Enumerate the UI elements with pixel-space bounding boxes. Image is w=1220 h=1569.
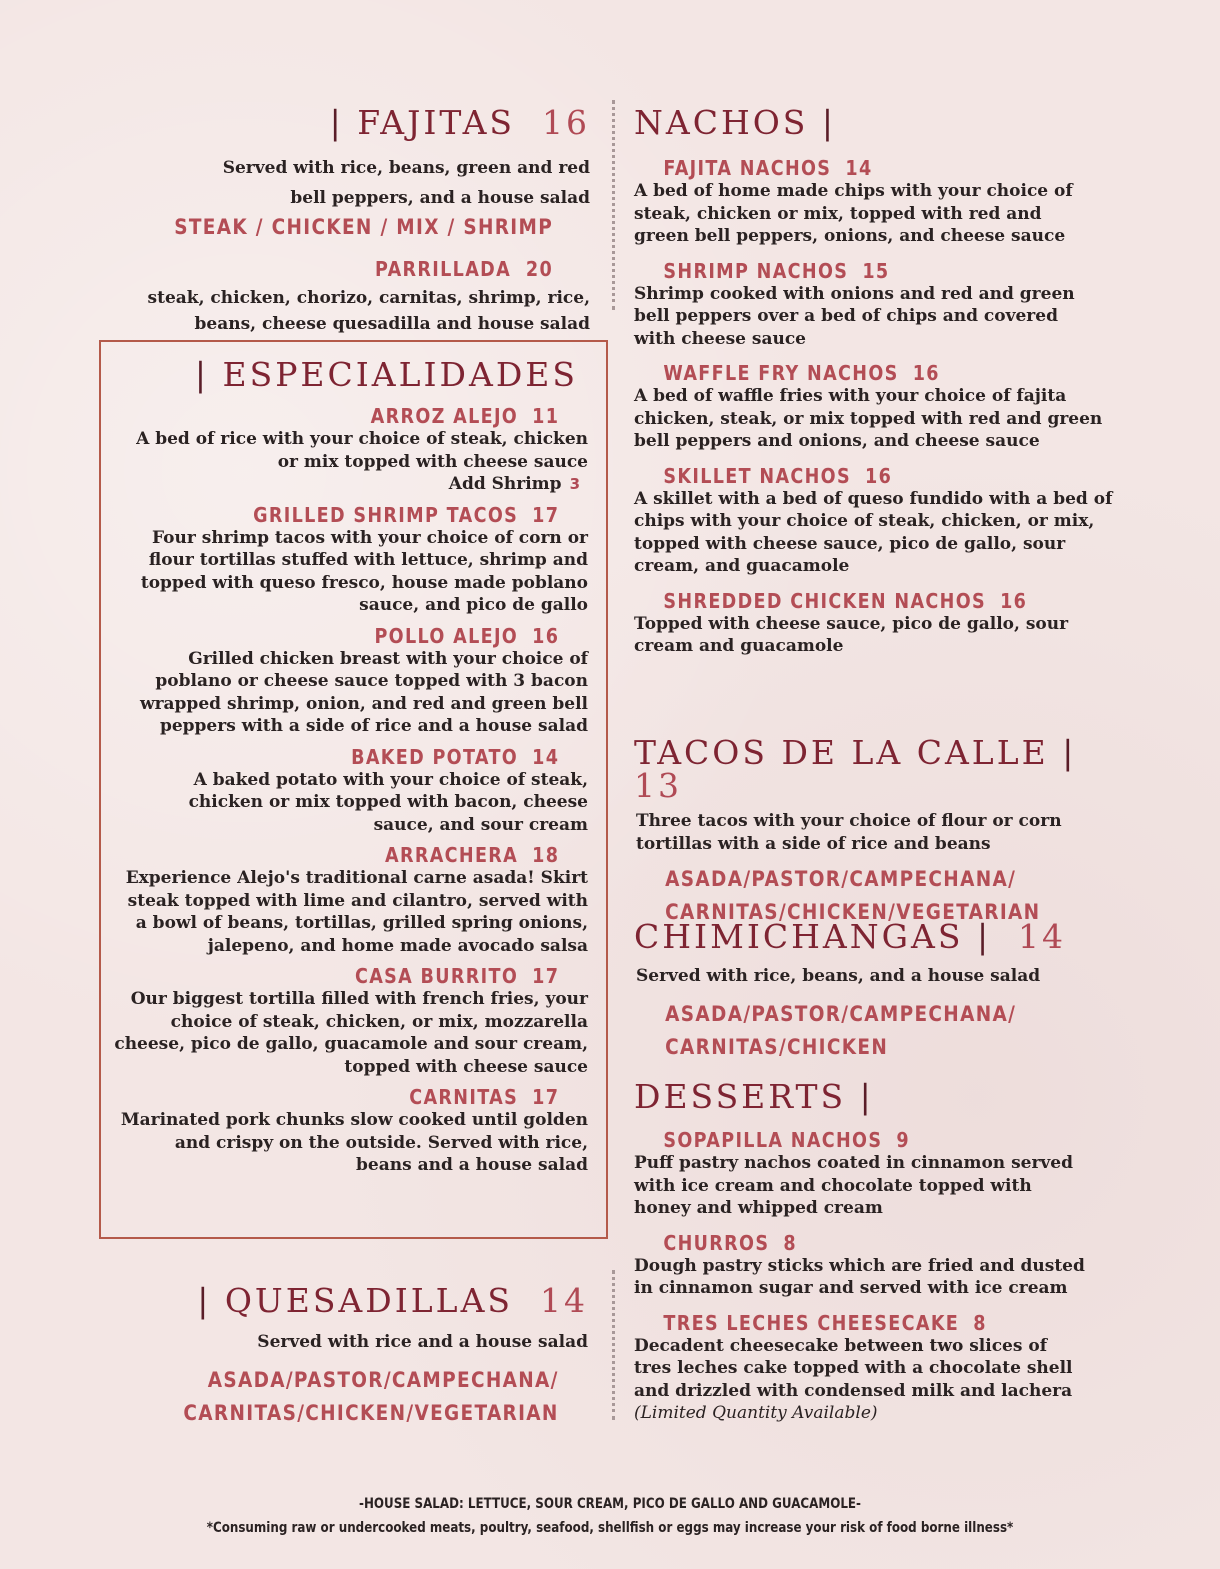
menu-item-description: A skillet with a bed of queso fundido with a bed of chips with your choice of steak, chicken, or mix, topped with cheese sauce, pico de gallo, sour cream, and guacamole xyxy=(634,488,1113,576)
menu-item-description: Shrimp cooked with onions and red and green bell peppers over a bed of chips and covered with cheese sauce xyxy=(634,283,1075,349)
chimichangas-description: Served with rice, beans, and a house salad xyxy=(636,966,1041,986)
menu-item-price: 11 xyxy=(532,404,560,428)
menu-item xyxy=(110,625,588,738)
menu-item xyxy=(634,362,1124,453)
menu-item-name: CARNITAS 17 xyxy=(409,1085,560,1109)
footer xyxy=(0,1492,1220,1540)
menu-item-price: 16 xyxy=(1000,588,1028,613)
chimichangas-section xyxy=(634,917,1124,1064)
menu-item-name: SOPAPILLA NACHOS 9 xyxy=(663,1128,910,1152)
menu-item-description: Four shrimp tacos with your choice of corn or flour tortillas stuffed with lettuce, shrimp and topped with queso fresco, house made poblano sauce, and pico de gallo xyxy=(140,527,588,615)
menu-item-description: Our biggest tortilla filled with french fries, your choice of steak, chicken, or mix, mozzarella cheese, pico de gallo, guacamole and sour cream, topped with cheese sauce xyxy=(114,989,588,1077)
menu-item-price: 16 xyxy=(865,463,893,488)
menu-item-addon: Add Shrimp 3 xyxy=(448,474,580,494)
menu-item-price: 15 xyxy=(862,258,890,283)
menu-item-price: 18 xyxy=(532,843,560,867)
fajitas-price: 16 xyxy=(542,103,590,142)
tacos-options: ASADA/PASTOR/CAMPECHANA/ CARNITAS/CHICKEN/VEGETARIAN xyxy=(665,867,1041,924)
tacos-description: Three tacos with your choice of flour or corn tortillas with a side of rice and beans xyxy=(636,811,1062,854)
menu-item-price: 9 xyxy=(896,1128,910,1152)
menu-item-price: 16 xyxy=(912,361,940,385)
menu-item-name: BAKED POTATO 14 xyxy=(351,744,560,769)
menu-item-name: GRILLED SHRIMP TACOS 17 xyxy=(253,502,560,527)
especialidades-title: | ESPECIALIDADES xyxy=(194,355,578,394)
menu-item xyxy=(634,1312,1124,1425)
nachos-title: NACHOS | xyxy=(634,103,837,142)
menu-item xyxy=(634,590,1124,658)
menu-item-name: ARRACHERA 18 xyxy=(385,843,560,867)
desserts-section xyxy=(634,1077,1124,1437)
menu-item xyxy=(110,504,588,617)
menu-item-description: Grilled chicken breast with your choice of poblano or cheese sauce topped with 3 bacon wrapped shrimp, onion, and red and green bell peppers with a side of rice and a house salad xyxy=(139,648,588,736)
menu-item-price: 14 xyxy=(845,156,873,180)
menu-item-name: SKILLET NACHOS 16 xyxy=(663,463,893,488)
menu-item-description: Topped with cheese sauce, pico de gallo, sour cream and guacamole xyxy=(634,613,1069,656)
menu-item-name: TRES LECHES CHEESECAKE 8 xyxy=(663,1310,987,1335)
menu-item-description: Decadent cheesecake between two slices of tres leches cake topped with a chocolate shell and drizzled with condensed milk and lachera (Limited Quantity Available) xyxy=(634,1335,1124,1425)
quesadillas-description: Served with rice and a house salad xyxy=(257,1332,588,1352)
menu-item-name: POLLO ALEJO 16 xyxy=(374,623,560,648)
fajitas-description: Served with rice, beans, green and red bell peppers, and a house salad xyxy=(222,158,590,208)
especialidades-section xyxy=(110,355,588,1185)
menu-item-description: Marinated pork chunks slow cooked until golden and crispy on the outside. Served with rice, beans and a house salad xyxy=(120,1110,588,1175)
column-divider-top xyxy=(612,100,615,310)
menu-item xyxy=(634,1232,1124,1300)
quesadillas-section xyxy=(100,1281,588,1430)
chimichangas-options: ASADA/PASTOR/CAMPECHANA/ CARNITAS/CHICKEN xyxy=(665,1001,1017,1059)
menu-item xyxy=(110,1086,588,1177)
menu-item-description: Experience Alejo's traditional carne asada! Skirt steak topped with lime and cilantro, served with a bowl of beans, tortillas, grilled spring onions, jalepeno, and home made avocado salsa xyxy=(125,868,588,956)
fajitas-section xyxy=(100,103,590,337)
menu-item-description: Dough pastry sticks which are fried and dusted in cinnamon sugar and served with ice cream xyxy=(634,1255,1085,1298)
menu-item-name: SHREDDED CHICKEN NACHOS 16 xyxy=(663,588,1028,613)
house-salad-note: -HOUSE SALAD: LETTUCE, SOUR CREAM, PICO DE GALLO AND GUACAMOLE- xyxy=(359,1496,861,1512)
menu-item xyxy=(110,405,588,496)
menu-item-note: (Limited Quantity Available) xyxy=(634,1403,878,1423)
quesadillas-title: | QUESADILLAS 14 xyxy=(197,1281,588,1320)
nachos-section xyxy=(634,103,1124,670)
menu-item-name: FAJITA NACHOS 14 xyxy=(663,156,873,180)
menu-item-description: Puff pastry nachos coated in cinnamon served with ice cream and chocolate topped with honey and whipped cream xyxy=(634,1153,1073,1218)
menu-item-name: WAFFLE FRY NACHOS 16 xyxy=(663,361,940,385)
column-divider-bottom xyxy=(612,1270,615,1420)
menu-item xyxy=(110,746,588,837)
menu-item-price: 8 xyxy=(973,1310,987,1335)
fajitas-options: STEAK / CHICKEN / MIX / SHRIMP xyxy=(174,215,554,239)
menu-item-name: SHRIMP NACHOS 15 xyxy=(663,258,890,283)
menu-item-price: 14 xyxy=(532,744,560,769)
parrillada-description: steak, chicken, chorizo, carnitas, shrimp, rice, beans, cheese quesadilla and house salad xyxy=(147,288,590,334)
menu-item-price: 17 xyxy=(532,964,560,988)
menu-item-price: 17 xyxy=(532,1085,560,1109)
menu-item xyxy=(110,844,588,957)
tacos-title: TACOS DE LA CALLE | 13 xyxy=(634,733,1077,805)
menu-item-name: CHURROS 8 xyxy=(663,1230,797,1255)
food-safety-warning: *Consuming raw or undercooked meats, poultry, seafood, shellfish or eggs may increase your risk of food borne illness* xyxy=(206,1520,1014,1536)
menu-item-price: 17 xyxy=(532,502,560,527)
menu-item-description: A baked potato with your choice of steak, chicken or mix topped with bacon, cheese sauce, and sour cream xyxy=(188,769,588,835)
menu-item-description: A bed of rice with your choice of steak, chicken or mix topped with cheese sauce Add Shrimp 3 xyxy=(110,428,588,496)
menu-item-description: A bed of waffle fries with your choice of fajita chicken, steak, or mix topped with red and green bell peppers and onions, and cheese sauce xyxy=(634,386,1103,451)
menu-item-price: 16 xyxy=(532,623,560,648)
menu-item-description: A bed of home made chips with your choice of steak, chicken or mix, topped with red and green bell peppers, onions, and cheese sauce xyxy=(634,181,1073,246)
quesadillas-options: ASADA/PASTOR/CAMPECHANA/ CARNITAS/CHICKEN/VEGETARIAN xyxy=(183,1367,559,1425)
menu-item xyxy=(110,965,588,1078)
parrillada-name: PARRILLADA 20 xyxy=(374,257,554,281)
menu-item xyxy=(634,1129,1124,1220)
fajitas-title: | FAJITAS 16 xyxy=(329,103,590,142)
menu-item-name: ARROZ ALEJO 11 xyxy=(370,404,560,428)
menu-item-price: 8 xyxy=(783,1230,797,1255)
menu-item xyxy=(634,260,1124,351)
desserts-title: DESSERTS | xyxy=(634,1077,874,1116)
menu-item xyxy=(634,157,1124,248)
menu-item xyxy=(634,465,1124,578)
menu-item-name: CASA BURRITO 17 xyxy=(354,964,560,988)
tacos-section xyxy=(634,733,1124,929)
chimichangas-title: CHIMICHANGAS | 14 xyxy=(634,917,1067,956)
